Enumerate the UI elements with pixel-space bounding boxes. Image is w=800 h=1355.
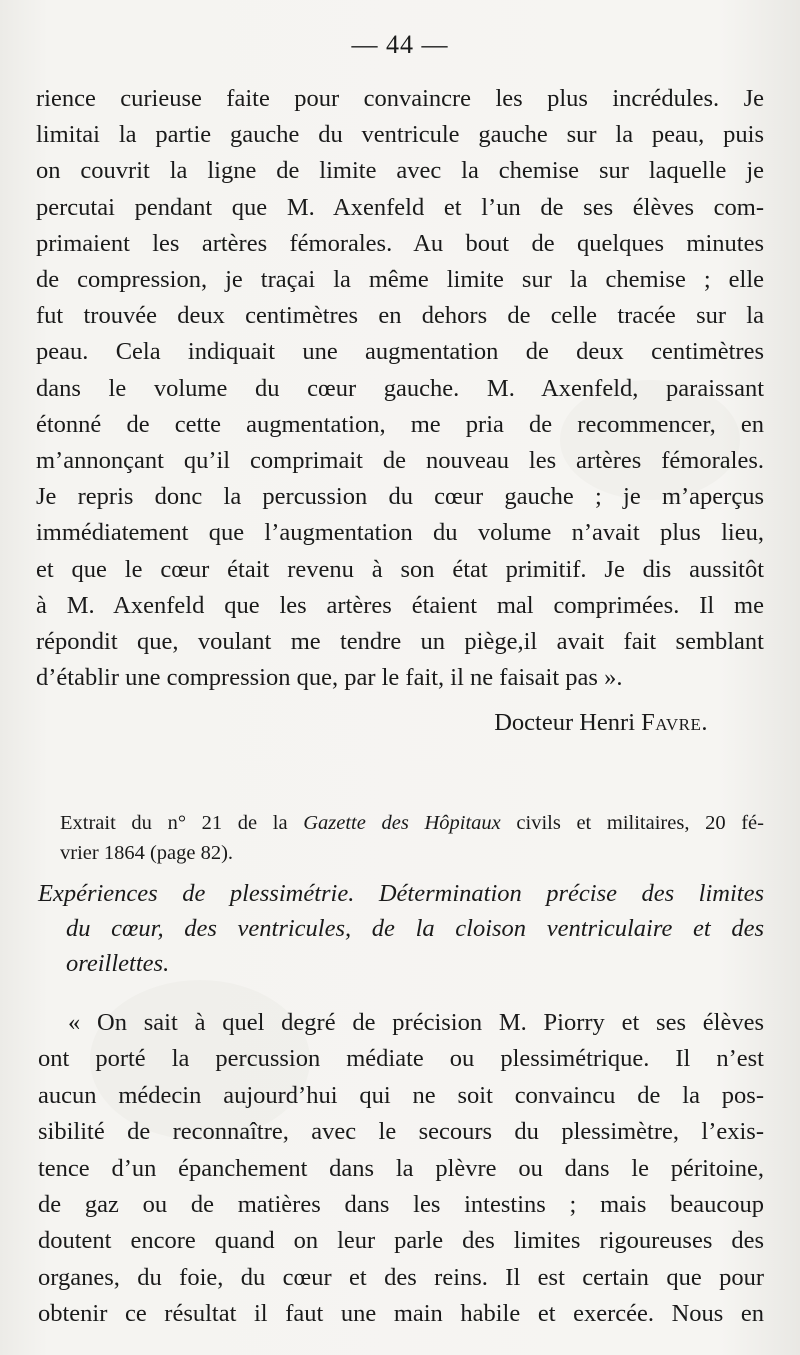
text-line: organes, du foie, du cœur et des reins. Il est certain que pour xyxy=(38,1263,764,1291)
text-line: obtenir ce résultat il faut une main habile et exercée. Nous en xyxy=(38,1300,764,1328)
text-line: Je repris donc la percussion du cœur gauche ; je m’aperçus xyxy=(36,483,764,511)
text-line: aucun médecin aujourd’hui qui ne soit convaincu de la pos- xyxy=(38,1081,764,1109)
text-line: « On sait à quel degré de précision M. Piorry et ses élèves xyxy=(68,1009,764,1036)
text-line: on couvrit la ligne de limite avec la chemise sur laquelle je xyxy=(36,157,764,185)
text-line: dans le volume du cœur gauche. M. Axenfeld, paraissant xyxy=(36,374,764,402)
heading-line: Expériences de plessimétrie. Détermination précise des limites xyxy=(38,880,764,907)
text-line: ont porté la percussion médiate ou plessimétrique. Il n’est xyxy=(38,1045,764,1073)
text-line: et que le cœur était revenu à son état primitif. Je dis aussitôt xyxy=(36,555,764,583)
text-line: immédiatement que l’augmentation du volume n’avait plus lieu, xyxy=(36,519,764,547)
text-line: fut trouvée deux centimètres en dehors de celle tracée sur la xyxy=(36,302,764,330)
text-line: répondit que, voulant me tendre un piège,il avait fait semblant xyxy=(36,628,764,656)
text-line: d’établir une compression que, par le fait, il ne faisait pas ». xyxy=(36,664,623,692)
paragraph-1 xyxy=(36,81,764,696)
text-line: à M. Axenfeld que les artères étaient mal comprimées. Il me xyxy=(36,591,764,619)
extract-line-1 xyxy=(60,808,764,838)
signature-surname: Favre. xyxy=(641,709,708,736)
heading-line: du cœur, des ventricules, de la cloison ventriculaire et des xyxy=(66,915,764,942)
journal-title: Gazette des Hôpitaux xyxy=(303,812,501,834)
text-line: doutent encore quand on leur parle des limites rigoureuses des xyxy=(38,1227,764,1255)
section-heading xyxy=(38,876,764,981)
text-line: rience curieuse faite pour convaincre les plus incrédules. Je xyxy=(36,85,764,112)
text-line: limitai la partie gauche du ventricule gauche sur la peau, puis xyxy=(36,121,764,149)
page-number: — 44 — xyxy=(351,30,449,59)
extract-text: civils et militaires, 20 fé- xyxy=(500,812,764,834)
extract-citation xyxy=(60,808,764,868)
text-line: primaient les artères fémorales. Au bout de quelques minutes xyxy=(36,229,764,257)
text-line: m’annonçant qu’il comprimait de nouveau les artères fémorales. xyxy=(36,447,764,475)
text-line: de gaz ou de matières dans les intestins ; mais beaucoup xyxy=(38,1191,764,1219)
signature-prefix: Docteur Henri xyxy=(494,709,642,736)
paragraph-2 xyxy=(38,1005,764,1333)
heading-line: oreillettes. xyxy=(66,950,170,977)
text-line: étonné de cette augmentation, me pria de recommencer, en xyxy=(36,410,764,438)
text-line: sibilité de reconnaître, avec le secours du plessimètre, l’exis- xyxy=(38,1118,764,1146)
text-line: peau. Cela indiquait une augmentation de deux centimètres xyxy=(36,338,764,366)
text-line: de compression, je traçai la même limite sur la chemise ; elle xyxy=(36,266,764,294)
text-line: percutai pendant que M. Axenfeld et l’un de ses élèves com- xyxy=(36,193,764,221)
signature xyxy=(494,705,708,741)
extract-text: Extrait du n° 21 de la xyxy=(60,812,304,834)
text-line: tence d’un épanchement dans la plèvre ou dans le péritoine, xyxy=(38,1154,764,1182)
extract-line-2: vrier 1864 (page 82). xyxy=(60,842,234,864)
